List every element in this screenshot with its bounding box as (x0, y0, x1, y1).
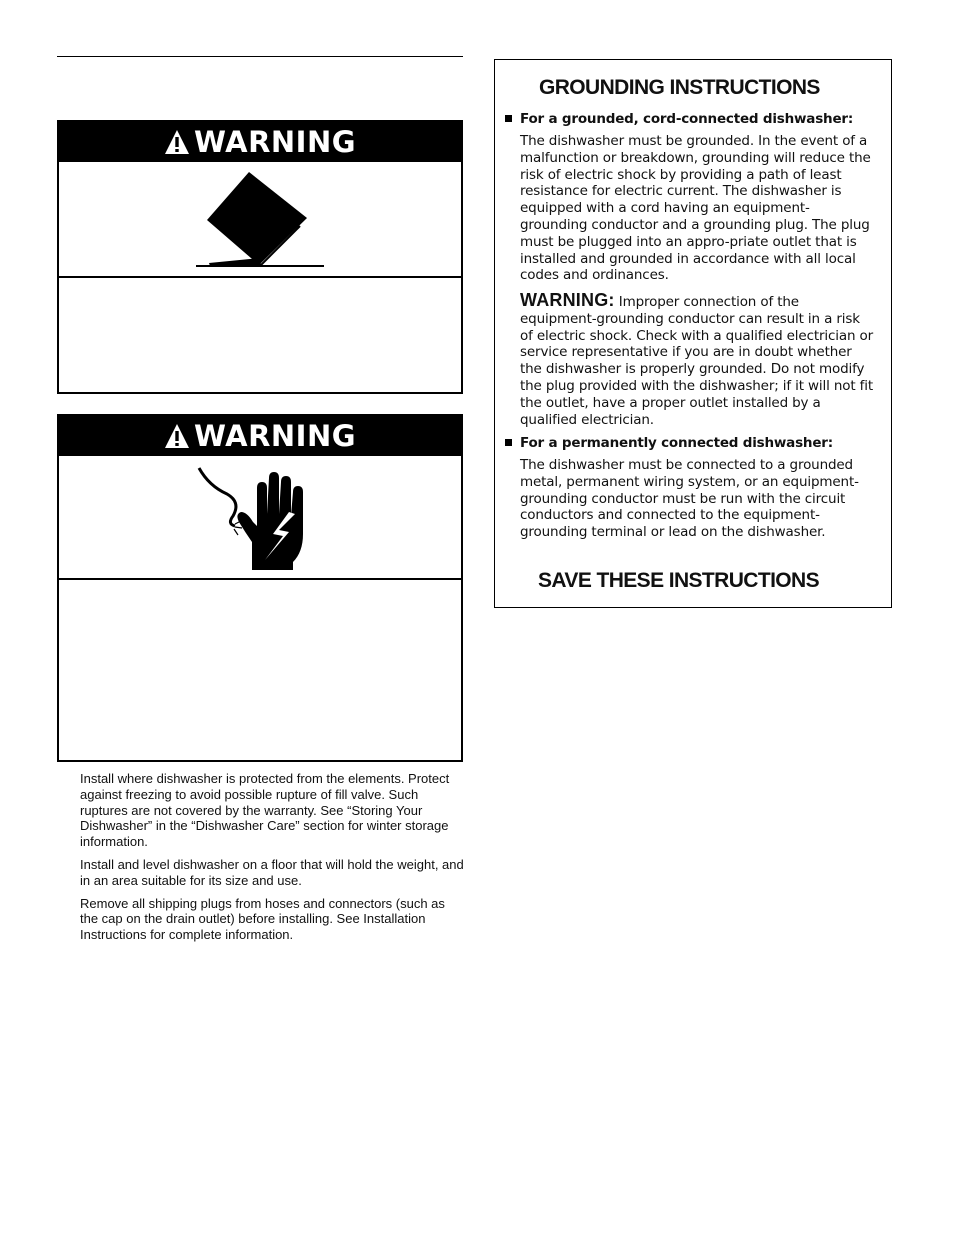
tip-over-icon-area (59, 162, 461, 278)
warning-triangle-icon (164, 129, 190, 155)
grounding-warning-text: WARNING: Improper connection of the equipment-grounding conductor can result in a risk of electric shock. Check with a qualified electrician or service representative if you are in doubt whether the dishwasher is properly grounded. Do not modify the plug provided with the dishwasher; if it will not fit the outlet, have a proper outlet installed by a qualified electrician. (520, 290, 874, 428)
grounding-title: GROUNDING INSTRUCTIONS (539, 76, 820, 99)
cord-connected-text: The dishwasher must be grounded. In the event of a malfunction or breakdown, grounding will reduce the risk of electric shock by providing a path of least resistance for electric current. The dishwasher is equipped with a cord having an equipment-grounding conductor and a grounding plug. The plug must be plugged into an appro-priate outlet that is installed and grounded in accordance with all local codes and ordinances. (520, 133, 871, 284)
bullet-square-icon (505, 115, 512, 122)
warning-triangle-icon (164, 423, 190, 449)
location-paragraph: Install and level dishwasher on a floor that will hold the weight, and in an area suitable for its size and use. (80, 856, 464, 888)
tip-over-warning-box (57, 120, 463, 394)
save-instructions-label: SAVE THESE INSTRUCTIONS (538, 569, 820, 592)
grounding-warning-label: WARNING: (520, 290, 615, 310)
location-paragraph: Remove all shipping plugs from hoses and connectors (such as the cap on the drain outlet) before installing. See Installation Instructions for complete information. (80, 895, 445, 943)
location-requirements-text (80, 771, 465, 950)
warning-header-label: WARNING (193, 419, 357, 453)
location-paragraph: Install where dishwasher is protected from the elements. Protect against freezing to avoid possible rupture of fill valve. Such ruptures are not covered by the warranty. See “Storing Your Dishwasher” in the “Dishwasher Care” section for winter storage information. (80, 771, 450, 850)
tip-over-icon (59, 162, 461, 276)
permanent-connection-heading: For a permanently connected dishwasher: (505, 435, 833, 451)
electric-shock-warning-box (57, 414, 463, 762)
permanent-connection-text: The dishwasher must be connected to a grounded metal, permanent wiring system, or an equipment-grounding conductor must be run with the circuit conductors and connected to the equipment-grounding terminal or lead on the dishwasher. (520, 457, 859, 541)
grounding-instructions-box (494, 59, 892, 608)
warning-header (59, 122, 461, 162)
cord-connected-heading: For a grounded, cord-connected dishwasher: (505, 111, 853, 127)
electric-shock-hand-icon (59, 456, 461, 578)
warning-header-label: WARNING (193, 125, 357, 159)
warning-header (59, 416, 461, 456)
top-rule (57, 56, 463, 57)
bullet-square-icon (505, 439, 512, 446)
electric-shock-icon-area (59, 456, 461, 580)
